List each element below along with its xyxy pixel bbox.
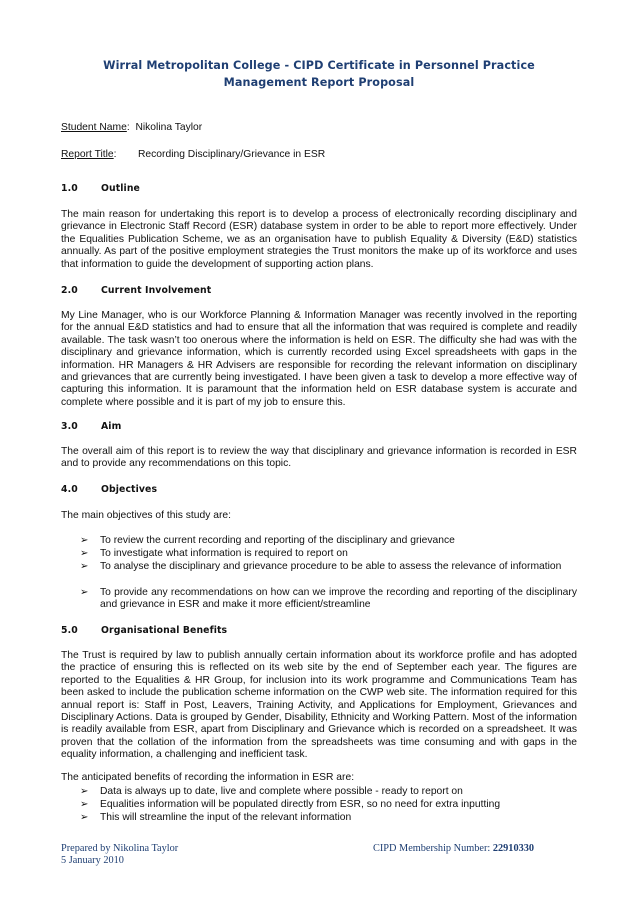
bullet-arrow-icon: ➢ [80,812,89,823]
footer-membership [373,843,534,855]
benefit-text: This will streamline the input of the relevant information [100,812,352,823]
footer-date: 5 January 2010 [61,855,124,866]
objective-text: To analyse the disciplinary and grievance procedure to be able to assess the relevance of information [100,561,562,572]
title-line-1: Wirral Metropolitan College - CIPD Certificate in Personnel Practice [103,59,535,72]
benefits-intro: The anticipated benefits of recording the information in ESR are: [61,772,355,783]
title-line-2: Management Report Proposal [223,76,415,89]
outline-paragraph: The main reason for undertaking this report is to develop a process of electronically recording disciplinary and grievance in Electronic Staff Record (ESR) database system in order to be able to report more effectively. Under the Equalities Publication Scheme, we as an organisation have to publish Equality & Diversity (E&D) statistics annually. As part of the positive employment strategies the Trust monitors the make up of its workforce and uses that information to guide the development of supporting action plans. [61,209,577,270]
section-title: Outline [101,183,140,194]
objectives-intro: The main objectives of this study are: [61,510,231,521]
footer-prepared-by: Prepared by Nikolina Taylor [61,843,179,854]
bullet-arrow-icon: ➢ [80,587,89,598]
report-title-label: Report Title [61,149,114,160]
student-name-value: Nikolina Taylor [135,122,203,133]
section-title: Current Involvement [101,285,212,296]
benefit-text: Equalities information will be populated directly from ESR, so no need for extra inputting [100,799,501,810]
section-heading-outline [61,183,140,194]
section-number: 5.0 [61,625,78,636]
section-number: 3.0 [61,421,78,432]
objective-item [80,587,577,611]
bullet-arrow-icon: ➢ [80,799,89,810]
aim-paragraph: The overall aim of this report is to review the way that disciplinary and grievance information is recorded in ESR and to provide any recommendations on this topic. [61,446,577,470]
benefit-item [80,786,577,798]
report-title-colon: : [113,149,117,160]
student-name-row [61,122,577,134]
section-title: Objectives [101,484,158,495]
section-heading-benefits [61,625,227,636]
bullet-arrow-icon: ➢ [80,786,89,797]
involvement-paragraph: My Line Manager, who is our Workforce Planning & Information Manager was recently involved in the reporting for the annual E&D statistics and had to ensure that all the information that was required is complete and readily available. The task wasn’t too onerous where the information is held on ESR. The difficulty she had was with the disciplinary and grievance information, which is currently recorded using Excel spreadsheets with gaps in the information. HR Managers & HR Advisers are responsible for recording the relevant information on disciplinary and grievances that are currently being investigated. I have been given a task to develop a more effective way of capturing this information. It is paramount that the information held on ESR database system is accurate and complete where possible and it is part of my job to ensure this. [61,310,577,408]
objective-text: To provide any recommendations on how can we improve the recording and reporting of the disciplinary and grievance in ESR and make it more efficient/streamline [100,587,577,610]
report-title-row [61,149,577,161]
objective-item [80,535,577,547]
section-heading-objectives [61,484,157,495]
benefit-text: Data is always up to date, live and complete where possible - ready to report on [100,786,463,797]
report-title-value: Recording Disciplinary/Grievance in ESR [138,149,326,160]
objective-text: To review the current recording and reporting of the disciplinary and grievance [100,535,455,546]
section-number: 4.0 [61,484,78,495]
section-number: 2.0 [61,285,78,296]
document-title [60,57,578,91]
membership-label: CIPD Membership Number: [373,843,493,854]
section-heading-aim [61,421,121,432]
student-name-label: Student Name [61,122,127,133]
section-title: Aim [101,421,122,432]
section-title: Organisational Benefits [101,625,228,636]
objective-item [80,561,577,573]
benefit-item [80,812,577,824]
benefits-paragraph: The Trust is required by law to publish annually certain information about its workforce profile and has adopted the practice of ensuring this is reflected on its web site by the end of September each year. The figures are reported to the Equalities & HR Group, for inclusion into its work programme and Communications Team has been asked to include the publication scheme information on the CWP web site. The information required for this annual report is: Staff in Post, Leavers, Training Activity, and Applications for Employment, Grievances and Disciplinary Actions. Data is grouped by Gender, Disability, Ethnicity and Working Pattern. Most of the information is readily available from ESR, apart from Disciplinary and Grievance which is recorded on a spreadsheet. It was proven that the collation of the information from the spreadsheets was time consuming and with gaps in the equality information, a challenging and inefficient task. [61,650,577,761]
benefit-item [80,799,577,811]
section-number: 1.0 [61,183,78,194]
objective-item [80,548,577,560]
bullet-arrow-icon: ➢ [80,535,89,546]
bullet-arrow-icon: ➢ [80,561,89,572]
student-name-colon: : [126,122,130,133]
section-heading-involvement [61,285,211,296]
membership-number: 22910330 [492,843,535,854]
objective-text: To investigate what information is required to report on [100,548,348,559]
bullet-arrow-icon: ➢ [80,548,89,559]
footer-left [61,843,178,867]
